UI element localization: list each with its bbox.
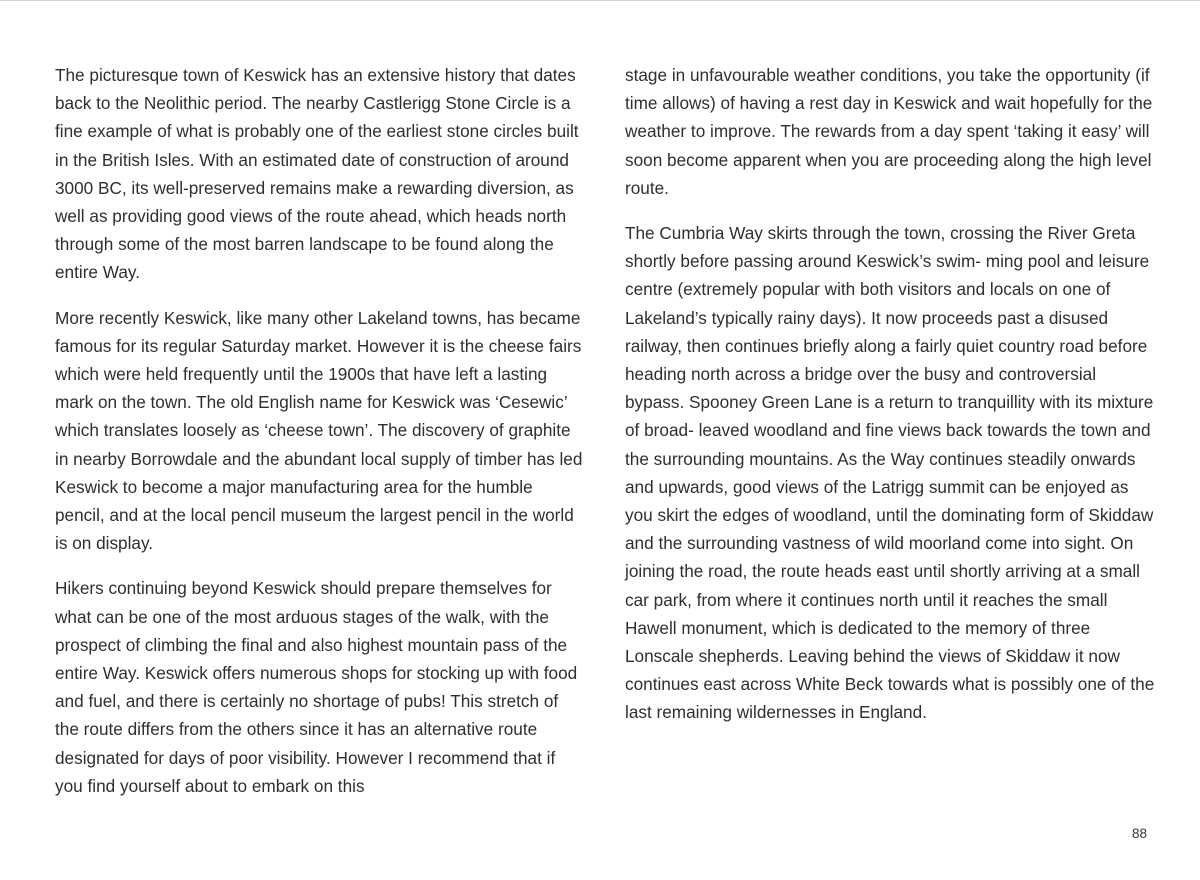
paragraph-keswick-history: The picturesque town of Keswick has an extensive history that dates back to the Neolithic period. The nearby Castlerigg Stone Circle is a fine example of what is probably one of the earliest stone circles built in the British Isles. With an estimated date of construction of around 3000 BC, its well-preserved remains make a rewarding diversion, as well as providing good views of the route ahead, which heads north through some of the most barren landscape to be found along the entire Way. (55, 65, 579, 283)
left-text-column (55, 61, 585, 817)
paragraph-keswick-market: More recently Keswick, like many other Lakeland towns, has became famous for its regular Saturday market. However it is the cheese fairs which were held frequently until the 1900s that have left a lasting mark on the town. The old English name for Keswick was ‘Cesewic’ which translates loosely as ‘cheese town’. The discovery of graphite in nearby Borrowdale and the abundant local supply of timber has led Keswick to become a major manufacturing area for the humble pencil, and at the local pencil museum the largest pencil in the world is on display. (55, 307, 583, 554)
top-divider (0, 0, 1200, 1)
paragraph-rest-day: stage in unfavourable weather conditions, you take the opportunity (if time allows) of having a rest day in Keswick and wait hopefully for the weather to improve. The rewards from a day spent ‘taking it easy’ will soon become apparent when you are proceeding along the high level route. (625, 65, 1153, 198)
paragraph-hikers-continuing: Hikers continuing beyond Keswick should prepare themselves for what can be one of the most arduous stages of the walk, with the prospect of climbing the final and also highest mountain pass of the entire Way. Keswick offers numerous shops for stocking up with food and fuel, and there is certainly no shortage of pubs! This stretch of the route differs from the others since it has an alternative route designated for days of poor visibility. However I recommend that if you find yourself about to embark on this (55, 578, 578, 796)
paragraph-cumbria-way-route: The Cumbria Way skirts through the town, crossing the River Greta shortly before passing around Keswick’s swim- ming pool and leisure centre (extremely popular with both visitors and locals on one of Lakeland’s typically rainy days). It now proceeds past a disused railway, then continues briefly along a fairly quiet country road before heading north across a bridge over the busy and controversial bypass. Spooney Green Lane is a return to tranquillity with its mixture of broad- leaved woodland and fine views back towards the town and the surrounding mountains. As the Way continues steadily onwards and upwards, good views of the Latrigg summit can be enjoyed as you skirt the edges of woodland, until the dominating form of Skiddaw and the surrounding vastness of wild moorland come into sight. On joining the road, the route heads east until shortly arriving at a small car park, from where it continues north until it reaches the small Hawell monument, which is dedicated to the memory of three Lonscale shepherds. Leaving behind the views of Skiddaw it now continues east across White Beck towards what is possibly one of the last remaining wildernesses in England. (625, 223, 1155, 723)
page-number: 88 (1131, 826, 1147, 841)
right-text-column (625, 61, 1155, 744)
